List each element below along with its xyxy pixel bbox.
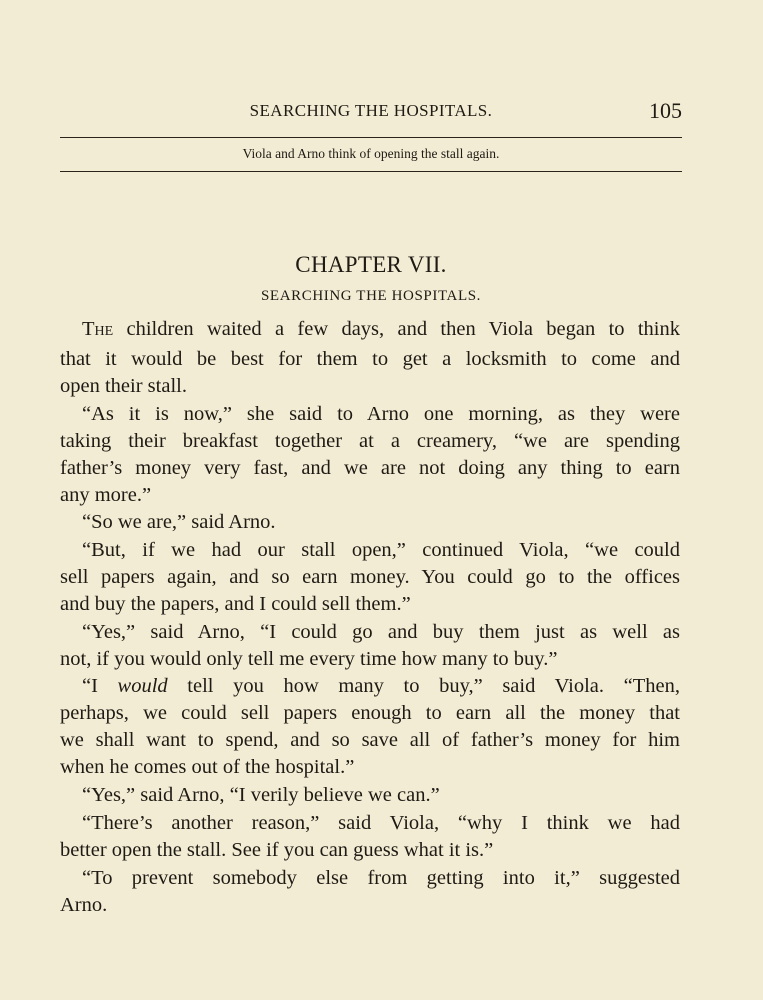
caption-rule xyxy=(60,171,682,172)
running-head xyxy=(60,98,682,124)
text-line: open their stall. xyxy=(60,375,187,397)
text-line: “To prevent somebody else from getting into it,” suggested xyxy=(82,867,680,889)
running-title: SEARCHING THE HOSPITALS. xyxy=(249,101,493,120)
text-line: sell papers again, and so earn money. You could go to the offices xyxy=(60,566,680,588)
text-line: we shall want to spend, and so save all of father’s money for him xyxy=(60,729,680,751)
text-line: perhaps, we could sell papers enough to earn all the money that xyxy=(60,702,680,724)
header-rule xyxy=(60,137,682,138)
chapter-subtitle: SEARCHING THE HOSPITALS. xyxy=(260,288,482,304)
chapter-title: CHAPTER VII. xyxy=(295,252,447,277)
text-line: “So we are,” said Arno. xyxy=(82,511,276,533)
illustration-caption: Viola and Arno think of opening the stall again. xyxy=(242,146,500,161)
text-line: not, if you would only tell me every time how many to buy.” xyxy=(60,648,558,670)
text-line: “There’s another reason,” said Viola, “why I think we had xyxy=(82,812,680,834)
text-line: taking their breakfast together at a creamery, “we are spending xyxy=(60,430,680,452)
emphasized-word: would xyxy=(117,675,168,697)
text-line: “Yes,” said Arno, “I could go and buy them just as well as xyxy=(82,621,680,643)
text-line: better open the stall. See if you can guess what it is.” xyxy=(60,839,494,861)
text-line: and buy the papers, and I could sell them.” xyxy=(60,593,411,615)
text-line: “I would tell you how many to buy,” said Viola. “Then, xyxy=(82,675,680,697)
text-line: that it would be best for them to get a locksmith to come and xyxy=(60,348,680,370)
page-number: 105 xyxy=(649,98,682,123)
text-line: “As it is now,” she said to Arno one morning, as they were xyxy=(82,403,680,425)
text-line: Arno. xyxy=(60,894,108,916)
text-line: “Yes,” said Arno, “I verily believe we can.” xyxy=(82,784,440,806)
text-line: when he comes out of the hospital.” xyxy=(60,756,355,778)
text-line: The children waited a few days, and then Viola began to think xyxy=(82,318,680,340)
text-line: father’s money very fast, and we are not doing any thing to earn xyxy=(60,457,680,479)
lead-word: The xyxy=(82,318,114,340)
text-line: “But, if we had our stall open,” continued Viola, “we could xyxy=(82,539,680,561)
text-line: any more.” xyxy=(60,484,152,506)
